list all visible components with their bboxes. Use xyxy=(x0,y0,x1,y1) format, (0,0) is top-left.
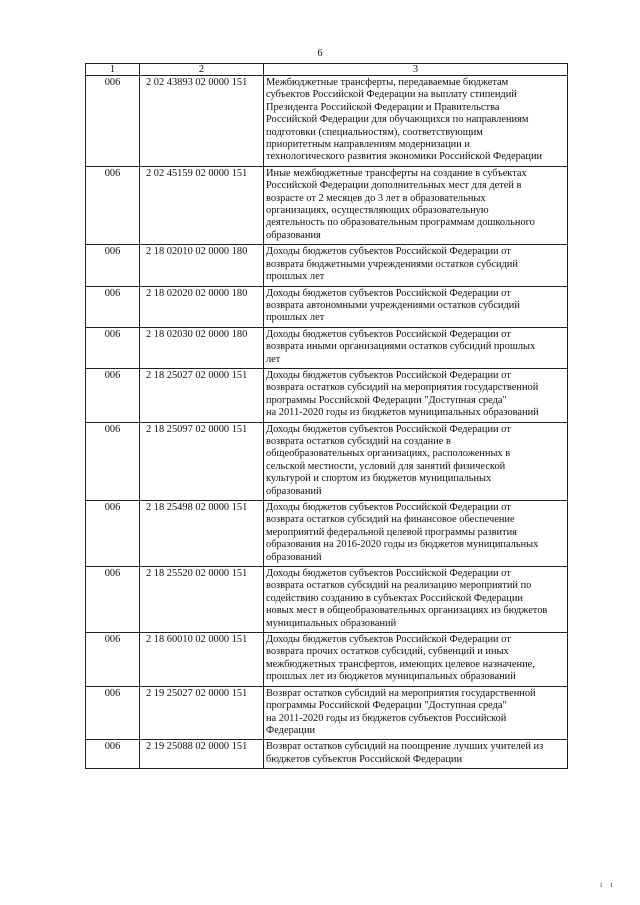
admin-code-cell: 006 xyxy=(86,245,140,286)
revenue-name-cell: Возврат остатков субсидий на мероприятия государственной программы Российской Федерации "Доступная среда" на 2011-2020 годы из бюджетов субъектов Российской Федерации xyxy=(264,686,568,740)
revenue-name-cell: Доходы бюджетов субъектов Российской Федерации от возврата автономными учреждениями остатков субсидий прошлых лет xyxy=(264,286,568,327)
revenue-codes-table xyxy=(85,63,568,769)
revenue-name-cell: Доходы бюджетов субъектов Российской Федерации от возврата остатков субсидий на мероприятия государственной программы Российской Федерации "Доступная среда" на 2011-2020 годы из бюджетов муниципальных образований xyxy=(264,368,568,422)
revenue-code-cell: 2 18 25520 02 0000 151 xyxy=(140,567,264,633)
admin-code-cell: 006 xyxy=(86,422,140,500)
revenue-name-cell: Доходы бюджетов субъектов Российской Федерации от возврата остатков субсидий на финансовое обеспечение мероприятий федеральной целевой программы развития образования на 2016-2020 годы из бюджетов муниципальных образований xyxy=(264,501,568,567)
revenue-code-cell: 2 18 60010 02 0000 151 xyxy=(140,633,264,687)
table-row xyxy=(86,166,568,244)
table-row xyxy=(86,368,568,422)
revenue-name-cell: Доходы бюджетов субъектов Российской Федерации от возврата иными организациями остатков субсидий прошлых лет xyxy=(264,327,568,368)
table-header-row xyxy=(86,64,568,76)
revenue-code-cell: 2 19 25027 02 0000 151 xyxy=(140,686,264,740)
table-row xyxy=(86,740,568,769)
admin-code-cell: 006 xyxy=(86,166,140,244)
revenue-code-cell: 2 18 02030 02 0000 180 xyxy=(140,327,264,368)
table-row xyxy=(86,245,568,286)
table-row xyxy=(86,567,568,633)
admin-code-cell: 006 xyxy=(86,501,140,567)
column-header-3: 3 xyxy=(264,64,568,76)
revenue-code-cell: 2 02 45159 02 0000 151 xyxy=(140,166,264,244)
revenue-code-cell: 2 18 02020 02 0000 180 xyxy=(140,286,264,327)
table-row xyxy=(86,422,568,500)
column-header-1: 1 xyxy=(86,64,140,76)
admin-code-cell: 006 xyxy=(86,327,140,368)
revenue-code-cell: 2 02 43893 02 0000 151 xyxy=(140,76,264,167)
admin-code-cell: 006 xyxy=(86,740,140,769)
revenue-code-cell: 2 19 25088 02 0000 151 xyxy=(140,740,264,769)
table-row xyxy=(86,286,568,327)
table-row xyxy=(86,76,568,167)
revenue-name-cell: Доходы бюджетов субъектов Российской Федерации от возврата прочих остатков субсидий, субвенций и иных межбюджетных трансфертов, имеющих целевое назначение, прошлых лет из бюджетов муниципальных образований xyxy=(264,633,568,687)
revenue-code-cell: 2 18 25498 02 0000 151 xyxy=(140,501,264,567)
admin-code-cell: 006 xyxy=(86,368,140,422)
revenue-name-cell: Межбюджетные трансферты, передаваемые бюджетам субъектов Российской Федерации на выплату стипендий Президента Российской Федерации и Правительства Российской Федерации для обучающихся по направлениям подготовки (специальностям), соответствующим приоритетным направлениям модернизации и технологического развития экономики Российской Федерации xyxy=(264,76,568,167)
admin-code-cell: 006 xyxy=(86,633,140,687)
corner-mark: ı ı xyxy=(600,880,616,889)
admin-code-cell: 006 xyxy=(86,76,140,167)
table-row xyxy=(86,686,568,740)
table-row xyxy=(86,633,568,687)
admin-code-cell: 006 xyxy=(86,686,140,740)
revenue-name-cell: Доходы бюджетов субъектов Российской Федерации от возврата бюджетными учреждениями остатков субсидий прошлых лет xyxy=(264,245,568,286)
table-row xyxy=(86,327,568,368)
revenue-code-cell: 2 18 25097 02 0000 151 xyxy=(140,422,264,500)
revenue-code-cell: 2 18 02010 02 0000 180 xyxy=(140,245,264,286)
column-header-2: 2 xyxy=(140,64,264,76)
revenue-name-cell: Иные межбюджетные трансферты на создание в субъектах Российской Федерации дополнительных мест для детей в возрасте от 2 месяцев до 3 лет в образовательных организациях, осуществляющих образовательную деятельность по образовательным программам дошкольного образования xyxy=(264,166,568,244)
revenue-name-cell: Доходы бюджетов субъектов Российской Федерации от возврата остатков субсидий на реализацию мероприятий по содействию созданию в субъектах Российской Федерации новых мест в общеобразовательных организациях из бюджетов муниципальных образований xyxy=(264,567,568,633)
revenue-code-cell: 2 18 25027 02 0000 151 xyxy=(140,368,264,422)
table-row xyxy=(86,501,568,567)
admin-code-cell: 006 xyxy=(86,567,140,633)
revenue-name-cell: Доходы бюджетов субъектов Российской Федерации от возврата остатков субсидий на создание в общеобразовательных организациях, расположенных в сельской местности, условий для занятий физической культурой и спортом из бюджетов муниципальных образований xyxy=(264,422,568,500)
admin-code-cell: 006 xyxy=(86,286,140,327)
revenue-name-cell: Возврат остатков субсидий на поощрение лучших учителей из бюджетов субъектов Российской Федерации xyxy=(264,740,568,769)
page-number: 6 xyxy=(317,48,323,59)
